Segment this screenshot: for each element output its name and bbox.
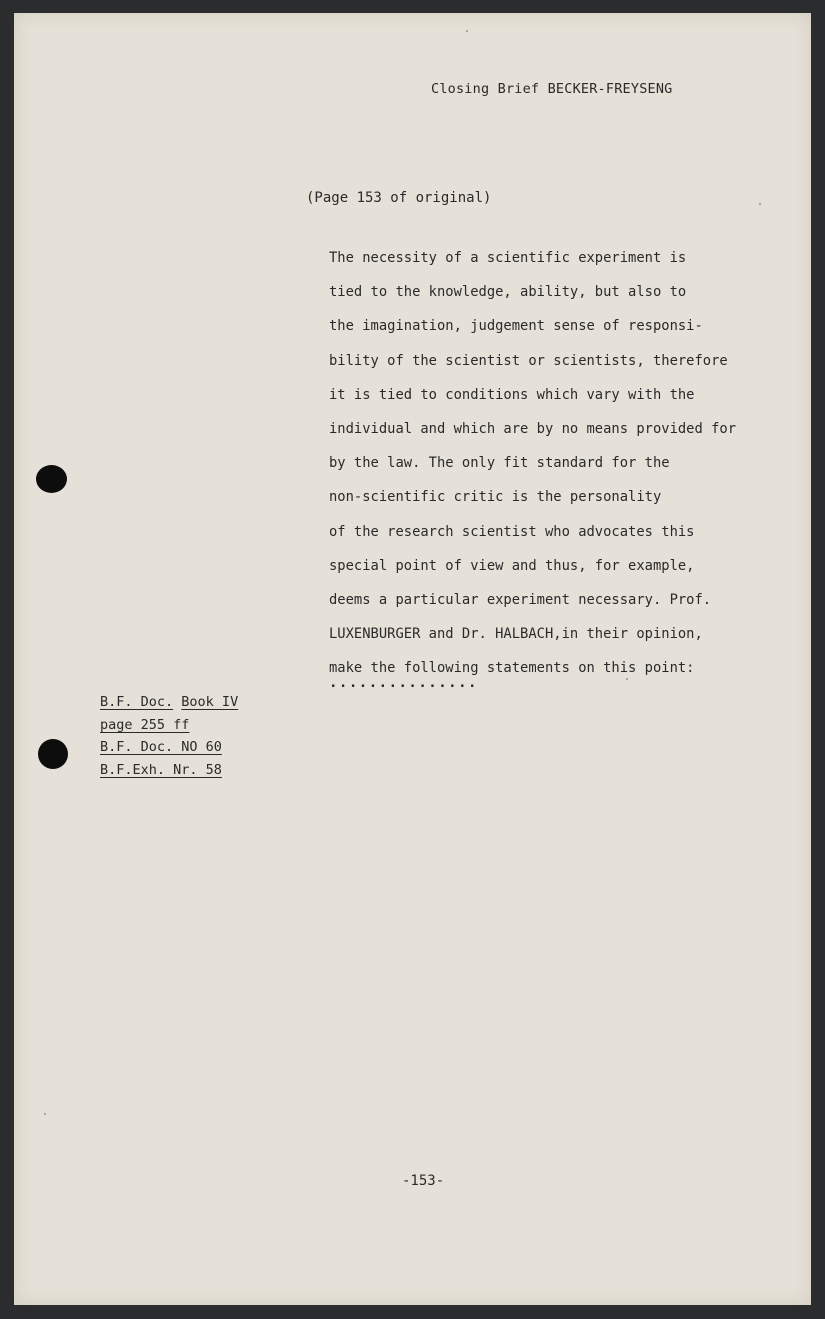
margin-note-line [100,691,238,714]
paper-speck [44,1113,46,1115]
body-paragraph [329,246,759,692]
margin-note-page: page 255 ff [100,716,190,733]
body-line: The necessity of a scientific experiment is [329,250,687,266]
paper-speck [626,678,628,680]
margin-note-doc: B.F. Doc. [100,694,174,710]
body-line: tied to the knowledge, ability, but also to [329,284,687,301]
paper-speck [466,30,468,32]
page-reference: (Page 153 of original) [306,190,492,206]
body-line: bility of the scientist or scientists, therefore [329,352,728,369]
body-line: it is tied to conditions which vary with the [329,386,695,403]
margin-note-doc-no: B.F. Doc. NO 60 [100,739,222,755]
margin-note-line [100,714,238,737]
margin-note-line [100,759,238,782]
punch-hole [38,739,68,769]
margin-note-exhibit: B.F.Exh. Nr. 58 [100,761,222,778]
body-line: LUXENBURGER and Dr. HALBACH,in their opinion, [329,626,703,643]
ellipsis: ............... [329,675,478,692]
body-line: the imagination, judgement sense of responsi- [329,318,703,335]
body-line: non-scientific critic is the personality [329,489,662,506]
body-line: by the law. The only fit standard for the [329,455,670,472]
margin-note-line [100,736,238,759]
body-line: make the following statements on this point: [329,660,695,677]
body-line: of the research scientist who advocates this [329,523,695,540]
margin-notes [100,691,238,781]
punch-hole [36,465,67,493]
body-line: deems a particular experiment necessary. Prof. [329,591,712,608]
page-number: -153- [402,1173,445,1189]
paper-speck [759,203,761,205]
margin-note-book: Book IV [181,694,239,710]
document-header: Closing Brief BECKER-FREYSENG [431,81,673,97]
body-line: individual and which are by no means provided for [329,420,737,437]
document-page [14,13,811,1305]
body-line: special point of view and thus, for example, [329,557,695,574]
